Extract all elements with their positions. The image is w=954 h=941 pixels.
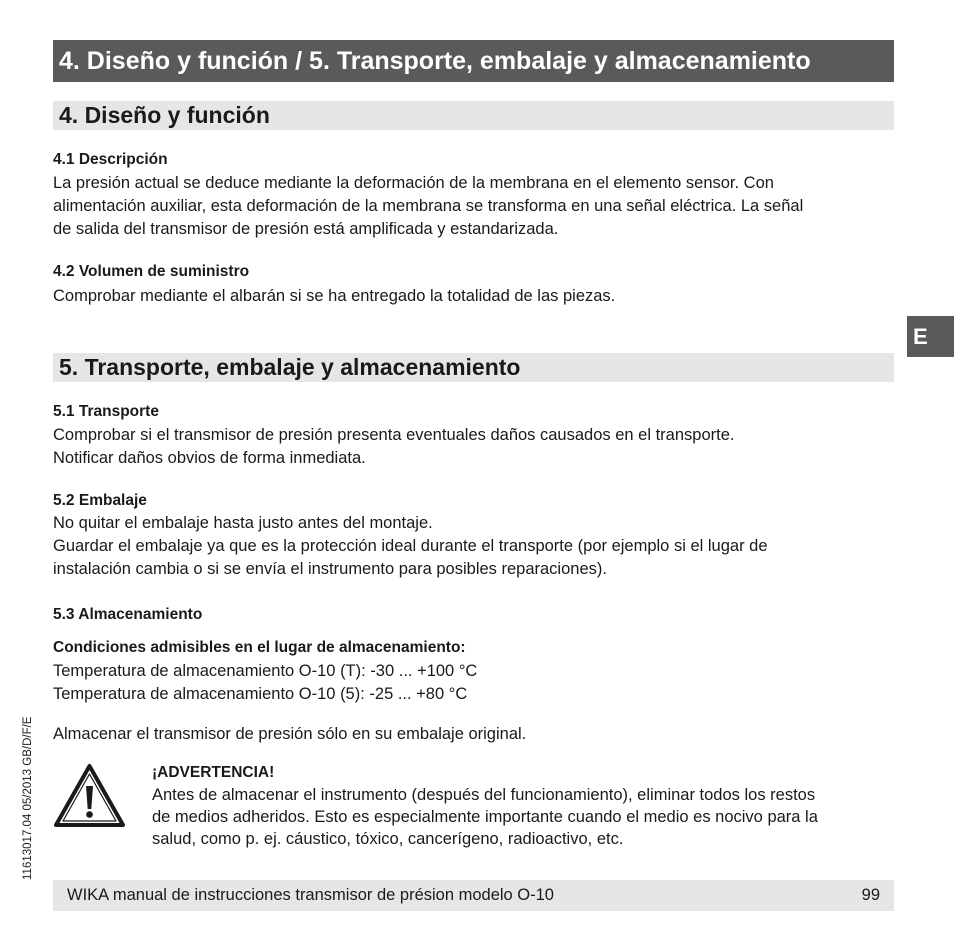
paragraph-5-2 [53,512,898,581]
paragraph-4-1 [53,172,898,241]
section-5-title: 5. Transporte, embalaje y almacenamiento [53,353,894,382]
text-line: de medios adheridos. Esto es especialmente importante cuando el medio es nocivo para la [152,808,818,826]
page-header: 4. Diseño y función / 5. Transporte, embalaje y almacenamiento [53,40,894,82]
heading-5-2: 5.2 Embalaje [53,492,147,509]
text-line: Guardar el embalaje ya que es la protección ideal durante el transporte (por ejemplo si el lugar de [53,537,768,555]
footer-title: WIKA manual de instrucciones transmisor de présion modelo O-10 [67,886,554,904]
heading-5-1: 5.1 Transporte [53,403,159,420]
text-line: Comprobar mediante el albarán si se ha entregado la totalidad de las piezas. [53,287,616,305]
condition-line: Temperatura de almacenamiento O-10 (T): -30 ... +100 °C [53,662,478,680]
paragraph-4-2 [53,285,898,308]
text-line: Comprobar si el transmisor de presión presenta eventuales daños causados en el transporte. [53,426,735,444]
storage-note [53,723,898,746]
warning-text [152,784,892,850]
text-line: Antes de almacenar el instrumento (después del funcionamiento), eliminar todos los restos [152,786,816,804]
text-line: de salida del transmisor de presión está amplificada y estandarizada. [53,220,559,238]
text-line: instalación cambia o si se envía el instrumento para posibles reparaciones). [53,560,607,578]
heading-4-1: 4.1 Descripción [53,151,168,168]
condition-line: Temperatura de almacenamiento O-10 (5): -25 ... +80 °C [53,685,468,703]
page-number: 99 [861,886,880,904]
warning-triangle-icon [53,763,126,828]
language-tab: E [907,316,954,357]
paragraph-5-1 [53,424,898,470]
warning-title: ¡ADVERTENCIA! [152,764,275,781]
section-4-title: 4. Diseño y función [53,101,894,130]
warning-block [152,763,892,850]
text-line: La presión actual se deduce mediante la deformación de la membrana en el elemento sensor. Con [53,174,774,192]
heading-5-3: 5.3 Almacenamiento [53,606,203,623]
document-code: 11613017.04 05/2013 GB/D/F/E [22,716,34,880]
storage-conditions-heading: Condiciones admisibles en el lugar de almacenamiento: [53,639,466,656]
text-line: Notificar daños obvios de forma inmediata. [53,449,366,467]
page-footer [53,880,894,911]
heading-4-2: 4.2 Volumen de suministro [53,263,250,280]
text-line: alimentación auxiliar, esta deformación de la membrana se transforma en una señal eléctrica. La señal [53,197,804,215]
text-line: salud, como p. ej. cáustico, tóxico, cancerígeno, radioactivo, etc. [152,830,624,848]
text-line: Almacenar el transmisor de presión sólo en su embalaje original. [53,725,527,743]
storage-conditions [53,660,898,706]
text-line: No quitar el embalaje hasta justo antes del montaje. [53,514,433,532]
